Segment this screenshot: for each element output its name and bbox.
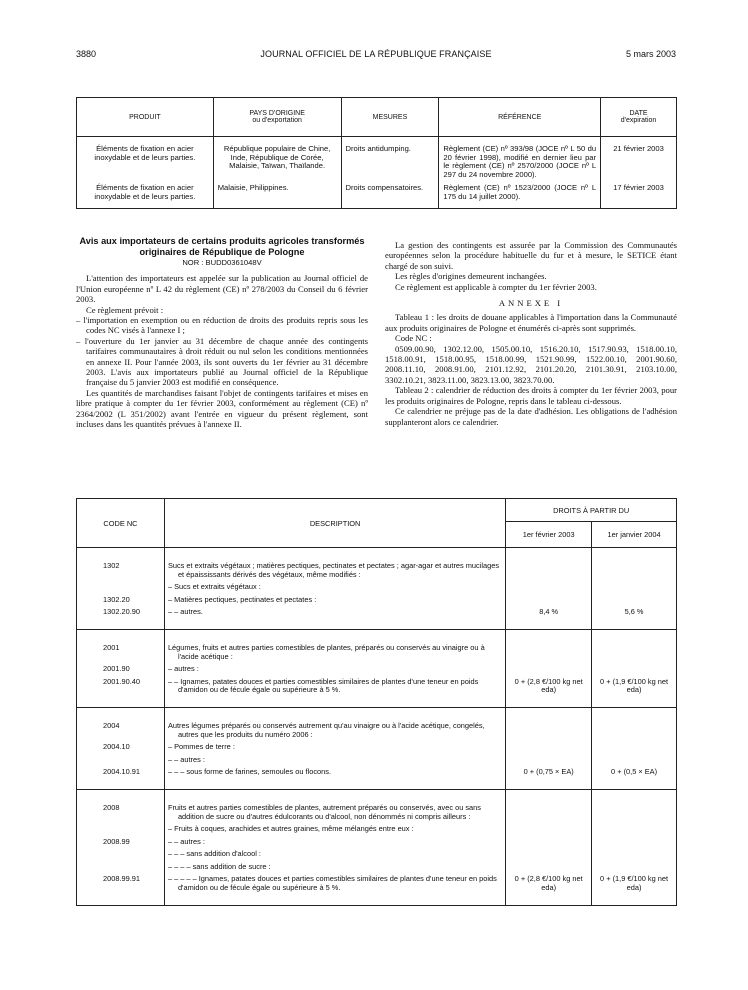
cell-rate-2003: [506, 592, 592, 605]
table-row: [77, 674, 677, 708]
measures-table: [76, 97, 677, 209]
cell-mesures: Droits compensatoires.: [341, 182, 439, 208]
cell-rate-2003: 0 + (2,8 €/100 kg net eda): [506, 871, 592, 905]
col-code-nc: CODE NC: [77, 499, 165, 548]
cell-description: – – autres.: [164, 604, 505, 629]
paragraph: Tableau 1 : les droits de douane applicables à l'importation dans la Communauté aux produits originaires de Pologne et énumérés ci-après sont supprimés.: [385, 312, 677, 333]
cell-rate-2004: [592, 629, 677, 661]
cell-rate-2003: [506, 834, 592, 847]
cell-code-nc: 1302.20: [77, 592, 165, 605]
cell-rate-2004: [592, 834, 677, 847]
paragraph: Ce règlement prévoit :: [86, 304, 164, 315]
col-description: DESCRIPTION: [164, 499, 505, 548]
cell-description: – Matières pectiques, pectinates et pectates :: [164, 592, 505, 605]
cell-description: – autres :: [164, 661, 505, 674]
col-produit: PRODUIT: [77, 98, 214, 137]
col-date-2004: 1er janvier 2004: [592, 522, 677, 548]
cell-description: – – autres :: [164, 834, 505, 847]
table-row: [77, 821, 677, 834]
table-row: [77, 707, 677, 739]
cell-produit: Éléments de fixation en acier inoxydable et de leurs parties.: [77, 182, 214, 208]
table-row: [77, 871, 677, 905]
col-mesures: MESURES: [341, 98, 439, 137]
cell-code-nc: 1302.20.90: [77, 604, 165, 629]
cell-code-nc: 2008.99.91: [77, 871, 165, 905]
cell-reference: Règlement (CE) nº 1523/2000 (JOCE nº L 175 du 14 juillet 2000).: [439, 182, 601, 208]
cell-mesures: Droits antidumping.: [341, 137, 439, 183]
cell-date: 21 février 2003: [601, 137, 677, 183]
table-row: [77, 592, 677, 605]
cell-description: Légumes, fruits et autres parties comestibles de plantes, préparés ou conservés au vinaigre ou à l'acide acétique :: [164, 629, 505, 661]
paragraph: Tableau 2 : calendrier de réduction des droits à compter du 1er février 2003, pour les produits originaires de Pologne, repris dans le tableau ci-dessous.: [385, 385, 677, 406]
page-header: [76, 49, 676, 63]
journal-title: JOURNAL OFFICIEL DE LA RÉPUBLIQUE FRANÇAISE: [260, 49, 492, 59]
cell-rate-2003: [506, 846, 592, 859]
cell-code-nc: 2001: [77, 629, 165, 661]
cell-code-nc: 1302: [77, 548, 165, 580]
table-row: [77, 629, 677, 661]
tariff-table: [76, 498, 677, 906]
cell-code-nc: 2001.90: [77, 661, 165, 674]
cell-rate-2004: 0 + (1,9 €/100 kg net eda): [592, 674, 677, 708]
nor-reference: NOR : BUDD0361048V: [182, 258, 262, 267]
table-row: [77, 752, 677, 765]
table-row: [77, 182, 677, 208]
cell-rate-2003: 0 + (0,75 × EA): [506, 764, 592, 789]
notice-title: Avis aux importateurs de certains produits agricoles transformés originaires de République de Pologne: [79, 236, 365, 257]
page-number: 3880: [76, 49, 97, 59]
paragraph: Ce calendrier ne préjuge pas de la date d'adhésion. Les obligations de l'adhésion supplanteront alors ce calendrier.: [385, 406, 677, 427]
tariff-header-row: [77, 499, 677, 522]
table-row: [77, 764, 677, 789]
cell-rate-2004: [592, 579, 677, 592]
cell-code-nc: [77, 859, 165, 872]
cell-description: – Pommes de terre :: [164, 739, 505, 752]
cell-rate-2003: 8,4 %: [506, 604, 592, 629]
table-row: [77, 846, 677, 859]
table-row: [77, 548, 677, 580]
cell-rate-2003: [506, 579, 592, 592]
cell-rate-2004: [592, 707, 677, 739]
cell-description: – – – sous forme de farines, semoules ou flocons.: [164, 764, 505, 789]
cell-code-nc: 2008.99: [77, 834, 165, 847]
paragraph: Ce règlement est applicable à compter du 1er février 2003.: [395, 281, 597, 292]
table-row: [77, 739, 677, 752]
table-row: [77, 604, 677, 629]
paragraph: Code NC :: [395, 333, 432, 344]
cell-date: 17 février 2003: [601, 182, 677, 208]
tariff-table-body: [77, 548, 677, 906]
cell-rate-2003: [506, 548, 592, 580]
table-row: [77, 579, 677, 592]
cell-description: – – – sans addition d'alcool :: [164, 846, 505, 859]
cell-code-nc: 2004: [77, 707, 165, 739]
col-pays-line2: ou d'exportation: [252, 117, 302, 124]
cell-description: – – autres :: [164, 752, 505, 765]
table-row: [77, 137, 677, 183]
cell-code-nc: 2004.10: [77, 739, 165, 752]
col-date-line1: DATE: [629, 110, 648, 117]
cell-code-nc: 2008: [77, 789, 165, 821]
cell-rate-2004: [592, 846, 677, 859]
bullet-list: [76, 315, 368, 388]
cell-rate-2004: 0 + (0,5 × EA): [592, 764, 677, 789]
annex-heading: ANNEXE I: [498, 298, 564, 309]
cell-rate-2003: [506, 752, 592, 765]
paragraph: La gestion des contingents est assurée par la Commission des Communautés européennes selon la procédure habituelle du fur et à mesure, le SETICE étant chargé de son suivi.: [385, 240, 677, 271]
col-droits: DROITS À PARTIR DU: [506, 499, 677, 522]
issue-date: 5 mars 2003: [625, 49, 676, 59]
cell-description: – Sucs et extraits végétaux :: [164, 579, 505, 592]
cell-description: – – Ignames, patates douces et parties comestibles similaires de plantes d'une teneur en poids d'amidon ou de fécule égale ou supérieure à 5 %.: [164, 674, 505, 708]
cell-rate-2004: [592, 789, 677, 821]
col-reference: RÉFÉRENCE: [439, 98, 601, 137]
table-row: [77, 834, 677, 847]
cell-description: Autres légumes préparés ou conservés autrement qu'au vinaigre ou à l'acide acétique, congelés, autres que les produits du numéro 2006 :: [164, 707, 505, 739]
nc-code-list: 0509.00.90, 1302.12.00, 1505.00.10, 1516.20.10, 1517.90.93, 1518.00.10, 1518.00.91, 1518.00.95, 1518.00.99, 1521.90.99, 1522.00.10, 2001.90.60, 2008.11.10, 2008.91.00, 2101.12.92, 2101.20.20, 2101.30.91, 2103.10.00, 3302.10.21, 3823.11.00, 3823.13.00, 3823.70.00.: [385, 343, 677, 385]
cell-rate-2003: [506, 707, 592, 739]
measures-table-header: [77, 98, 677, 137]
cell-description: – – – – – Ignames, patates douces et parties comestibles similaires de plantes d'une teneur en poids d'amidon ou de fécule égale ou supérieure à 5 %.: [164, 871, 505, 905]
left-column: [76, 236, 368, 430]
table-row: [77, 789, 677, 821]
col-date-2003: 1er février 2003: [506, 522, 592, 548]
paragraph: Les règles d'origines demeurent inchangées.: [395, 271, 547, 282]
cell-description: Sucs et extraits végétaux ; matières pectiques, pectinates et pectates ; agar-agar et autres mucilages et épaississants dérivés des végétaux, même modifiés :: [164, 548, 505, 580]
right-column: [385, 240, 677, 427]
cell-rate-2004: [592, 548, 677, 580]
cell-pays: République populaire de Chine, Inde, République de Corée, Malaisie, Taïwan, Thaïlande.: [213, 137, 341, 183]
paragraph: Les quantités de marchandises faisant l'objet de contingents tarifaires et mises en libre pratique à compter du 1er février 2003, conformément au règlement (CE) nº 2364/2002 (L 351/2002) avant l'entrée en vigueur du présent règlement, sont incluses dans les quantités prévues à l'annexe II.: [76, 387, 368, 430]
table-row: [77, 859, 677, 872]
cell-code-nc: 2001.90.40: [77, 674, 165, 708]
cell-rate-2003: [506, 859, 592, 872]
cell-description: – Fruits à coques, arachides et autres graines, même mélangés entre eux :: [164, 821, 505, 834]
cell-rate-2004: [592, 821, 677, 834]
cell-rate-2004: 0 + (1,9 €/100 kg net eda): [592, 871, 677, 905]
cell-reference: Règlement (CE) nº 393/98 (JOCE nº L 50 du 20 février 1998), modifié en dernier lieu par le règlement (CE) nº 2570/2000 (JOCE nº L 297 du 24 novembre 2000).: [439, 137, 601, 183]
cell-rate-2004: [592, 859, 677, 872]
cell-rate-2003: [506, 739, 592, 752]
cell-rate-2004: [592, 739, 677, 752]
cell-code-nc: [77, 846, 165, 859]
list-item: – l'importation en exemption ou en réduction de droits des produits repris sous les codes NC visés à l'annexe I ;: [76, 315, 368, 336]
cell-rate-2003: [506, 789, 592, 821]
cell-code-nc: [77, 579, 165, 592]
cell-produit: Éléments de fixation en acier inoxydable et de leurs parties.: [77, 137, 214, 183]
list-item: – l'ouverture du 1er janvier au 31 décembre de chaque année des contingents tarifaires communautaires à droit réduit ou nul selon les conditions mentionnées en annexe II. Pour l'année 2003, ils sont ouverts du 1er février au 31 décembre 2003. L'avis aux importateurs publié au Journal officiel de la République française du 5 janvier 2003 est modifié en conséquence.: [76, 335, 368, 388]
cell-rate-2003: [506, 821, 592, 834]
cell-rate-2004: [592, 752, 677, 765]
col-date-line2: d'expiration: [620, 117, 657, 124]
col-pays-line1: PAYS D'ORIGINE: [249, 110, 305, 117]
col-pays: [213, 98, 341, 137]
cell-rate-2003: [506, 629, 592, 661]
cell-pays: Malaisie, Philippines.: [213, 182, 341, 208]
cell-rate-2004: [592, 661, 677, 674]
paragraph: L'attention des importateurs est appelée sur la publication au Journal officiel de l'Union européenne nº L 42 du règlement (CE) nº 278/2003 du Conseil du 6 février 2003.: [76, 273, 368, 305]
cell-code-nc: 2004.10.91: [77, 764, 165, 789]
table-row: [77, 661, 677, 674]
cell-rate-2004: 5,6 %: [592, 604, 677, 629]
cell-description: Fruits et autres parties comestibles de plantes, autrement préparés ou conservés, avec ou sans addition de sucre ou d'autres édulcorants ou d'alcool, non dénommés ni compris ailleurs :: [164, 789, 505, 821]
cell-rate-2004: [592, 592, 677, 605]
cell-rate-2003: 0 + (2,8 €/100 kg net eda): [506, 674, 592, 708]
cell-rate-2003: [506, 661, 592, 674]
col-date: [601, 98, 677, 137]
cell-code-nc: [77, 821, 165, 834]
cell-code-nc: [77, 752, 165, 765]
cell-description: – – – – sans addition de sucre :: [164, 859, 505, 872]
